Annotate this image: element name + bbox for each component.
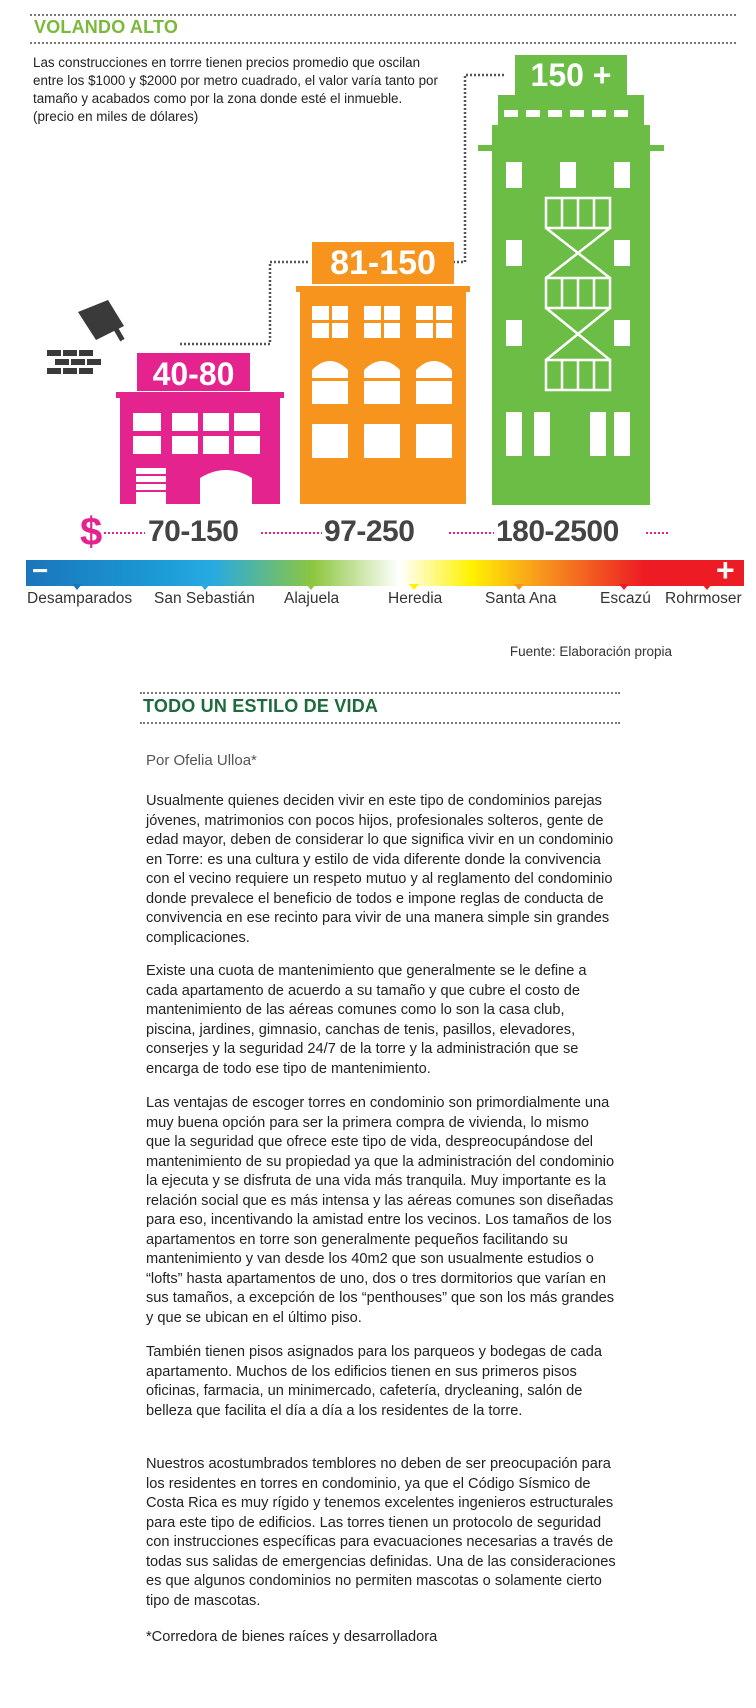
zone-rohrmoser: Rohrmoser	[665, 590, 742, 607]
article-paragraph: Usualmente quienes deciden vivir en este tipo de condominios parejas jóvenes, matrimonios con pocos hijos, profesionales solteros, gente de edad mayor, deben de considerar lo que significa vivir en un condominio en Torre: es una cultura y estilo de vida diferente donde la convivencia con el vecino requiere un respeto mutuo y al reglamento del condominio donde prevalece el beneficio de todos e impone reglas de conducta de convivencia en ese recinto para vivir de una manera simple sin grandes complicaciones.	[146, 793, 614, 946]
article-paragraph: También tienen pisos asignados para los parqueos y bodegas de cada apartamento. Muchos de los edificios tienen en sus primeros pisos oficinas, farmacia, un minimercado, cafetería, drycleaning, salón de belleza que facilita el día a día a los residentes de la torre.	[146, 1344, 602, 1419]
plus-icon: +	[716, 552, 735, 588]
article-paragraph: Las ventajas de escoger torres en condominio son primordialmente una muy buena opción para ser la primera compra de vivienda, lo mismo que la seguridad que ofrece este tipo de vida, despreocupándose del mantenimiento de su propiedad ya que la administración del condominio la ejecuta y se disfruta de una vida más tranquila. Muy importante es la relación social que es más intensa y las aéreas comunes son diseñadas para eso, incentivando la amistad entre los vecinos. Los tamaños de los apartamentos en torre son generalmente pequeños facilitando su mantenimiento y van desde los 40m2 que son usualmente estudios o “lofts” hasta apartamentos de uno, dos o tres dormitorios que varían en sus tamaños, a excepción de los “penthouses” que son los más grandes y que se ubican en el último piso.	[146, 1095, 615, 1326]
price-scale-bar	[26, 560, 744, 586]
article-paragraph: Existe una cuota de mantenimiento que generalmente se le define a cada apartamento de acuerdo a su tamaño y que cubre el costo de mantenimiento de las aéreas comunes como lo son la casa club, piscina, jardines, gimnasio, canchas de tenis, pasillos, elevadores, conserjes y la seguridad 24/7 de la torre y la administración que se encarga de todo ese tipo de mantenimiento.	[146, 963, 587, 1077]
building-label-pink: 40-80	[152, 356, 235, 392]
connector-line-1	[180, 262, 310, 344]
zone-alajuela: Alajuela	[284, 590, 340, 607]
buildings-illustration	[0, 40, 756, 550]
article-byline: Por Ofelia Ulloa*	[146, 752, 257, 769]
article-title-rule	[140, 722, 620, 724]
zone-desamparados: Desamparados	[27, 590, 133, 607]
minus-icon: −	[32, 555, 49, 586]
infographic-title: VOLANDO ALTO	[34, 17, 179, 37]
building-label-green: 150 +	[530, 57, 612, 93]
source-note: Fuente: Elaboración propia	[509, 644, 672, 659]
article-title: TODO UN ESTILO DE VIDA	[143, 696, 379, 716]
price-range-1: 70-150	[148, 515, 239, 548]
zone-santa-ana: Santa Ana	[485, 590, 557, 607]
currency-symbol: $	[80, 510, 103, 550]
building-label-orange: 81-150	[330, 244, 436, 282]
article-paragraph: Nuestros acostumbrados temblores no deben de ser preocupación para los residentes en torres en condominio, ya que el Código Sísmico de Costa Rica es muy rígido y tenemos excelentes ingenieros estructurales para este tipo de edificios. Las torres tienen un protocolo de seguridad con instrucciones específicas para evacuaciones necesarias a través de todas sus salidas de emergencias definidas. Una de las consideraciones es que algunos condominios no permiten mascotas o solamente cierto tipo de mascotas.	[146, 1456, 616, 1609]
building-green	[478, 55, 664, 505]
zone-san-sebastian: San Sebastián	[154, 590, 255, 607]
zone-escazu: Escazú	[600, 590, 651, 607]
price-range-2: 97-250	[324, 515, 415, 548]
zone-heredia: Heredia	[388, 590, 443, 607]
trowel-bricks-icon	[47, 300, 125, 374]
article-top-rule	[140, 692, 620, 694]
infographic-intro: Las construcciones en torrre tienen precios promedio que oscilan entre los $1000 y $2000 por metro cuadrado, el valor varía tanto por tamaño y acabados como por la zona donde esté el inmueble. (precio en miles de dólares)	[33, 55, 438, 124]
price-range-3: 180-2500	[496, 515, 619, 548]
top-rule	[30, 14, 736, 16]
article-footnote: *Corredora de bienes raíces y desarrolladora	[146, 1629, 438, 1645]
